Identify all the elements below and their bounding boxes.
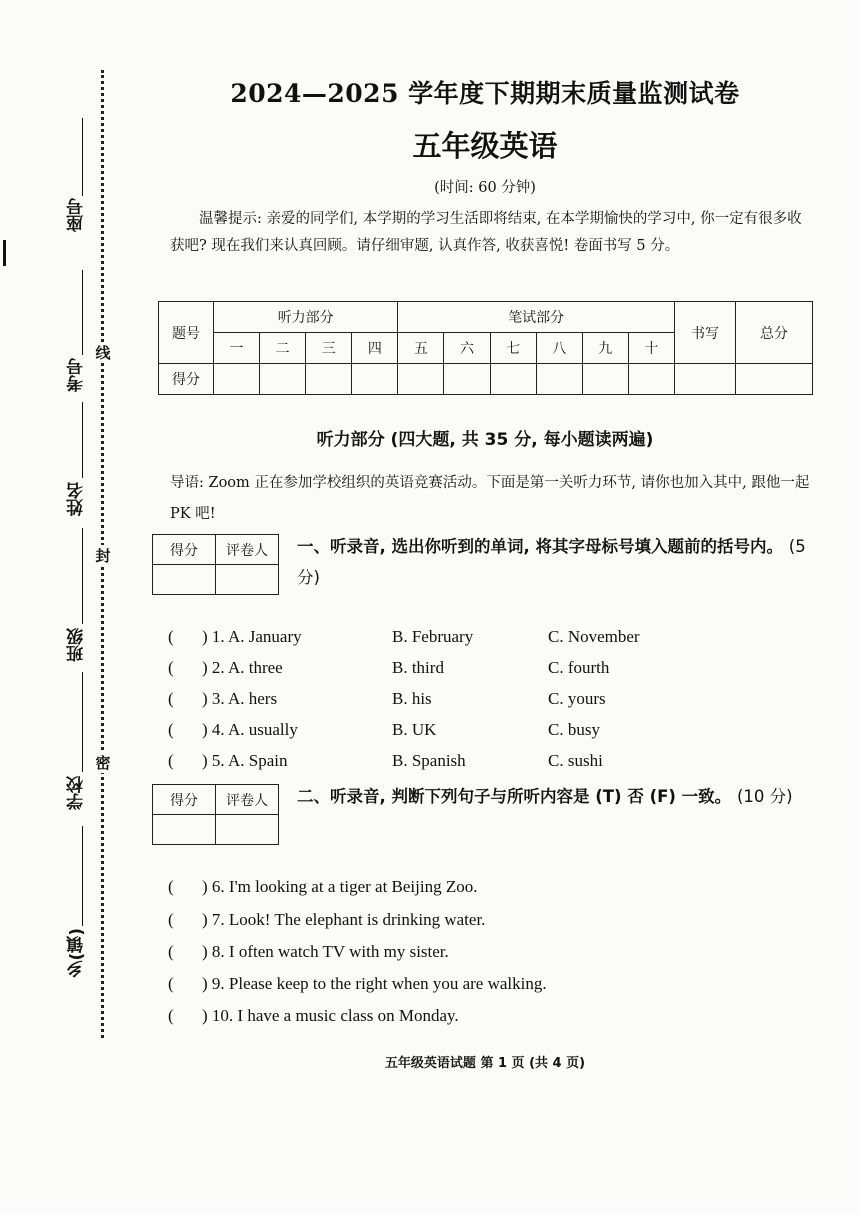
score-cell[interactable] (260, 364, 306, 395)
q5-option-a: ) 5. A. Spain (202, 751, 288, 770)
answer-paren: ( (168, 627, 174, 646)
q1-option-a: ) 1. A. January (202, 627, 302, 646)
grader-name-cell[interactable] (216, 815, 279, 845)
score-cell[interactable] (444, 364, 490, 395)
question-col-5: 五 (398, 333, 444, 364)
question-col-8: 八 (536, 333, 582, 364)
section1-grader-table (152, 534, 279, 595)
name-blank (82, 402, 83, 478)
score-cell[interactable] (398, 364, 444, 395)
grader-score-label: 得分 (153, 785, 216, 815)
exam-title: 2024—2025 学年度下期期末质量监测试卷 (230, 79, 740, 108)
school-label: 学校 (67, 776, 87, 810)
section1-points: (5 分) (297, 537, 806, 587)
score-cell[interactable] (306, 364, 352, 395)
exam-subject: 五年级英语 (412, 129, 558, 163)
question-number-header: 题号 (159, 302, 214, 364)
page-footer: 五年级英语试题 第 1 页 (共 4 页) (384, 1056, 586, 1071)
question-col-7: 七 (490, 333, 536, 364)
q6-statement: ) 6. I'm looking at a tiger at Beijing Zoo. (202, 877, 478, 896)
township-blank (82, 826, 83, 926)
score-cell[interactable] (736, 364, 813, 395)
grader-name-label: 评卷人 (216, 535, 279, 565)
q5-option-c: C. sushi (548, 751, 603, 770)
score-cell[interactable] (214, 364, 260, 395)
score-cell[interactable] (675, 364, 736, 395)
q3-option-c: C. yours (548, 689, 606, 708)
answer-paren: ( (168, 689, 174, 708)
class-blank (82, 528, 83, 624)
q4-option-c: C. busy (548, 720, 600, 739)
total-header: 总分 (736, 302, 813, 364)
township-label: 乡(镇) (67, 928, 87, 978)
score-cell[interactable] (490, 364, 536, 395)
time-note: (时间: 60 分钟) (434, 180, 536, 196)
seat-number-label: 座号 (67, 198, 87, 232)
listening-intro: 导语: Zoom 正在参加学校组织的英语竞赛活动。下面是第一关听力环节, 请你也加入其中, 跟他一起 PK 吧! (170, 475, 810, 522)
section1-instructions: 一、听录音, 选出你听到的单词, 将其字母标号填入题前的括号内。 (297, 537, 784, 556)
warm-tips: 温馨提示: 亲爱的同学们, 本学期的学习生活即将结束, 在本学期愉快的学习中, 你一定有很多收获吧? 现在我们来认真回顾。请仔细审题, 认真作答, 收获喜悦! 卷面书写 5 分。 (170, 211, 802, 254)
q2-option-c: C. fourth (548, 658, 610, 677)
question-col-1: 一 (214, 333, 260, 364)
grader-score-cell[interactable] (153, 815, 216, 845)
section2-grader-table (152, 784, 279, 845)
q3-option-a: ) 3. A. hers (202, 689, 278, 708)
answer-paren: ( (168, 942, 174, 961)
written-group-header: 笔试部分 (398, 302, 675, 333)
grader-score-cell[interactable] (153, 565, 216, 595)
score-cell[interactable] (628, 364, 674, 395)
seal-mark-seal: 封 (95, 547, 111, 565)
score-row-header: 得分 (159, 364, 214, 395)
name-label: 姓名 (67, 482, 87, 516)
grader-score-label: 得分 (153, 535, 216, 565)
question-col-4: 四 (352, 333, 398, 364)
q7-statement: ) 7. Look! The elephant is drinking water. (202, 910, 486, 929)
score-cell[interactable] (536, 364, 582, 395)
score-cell[interactable] (582, 364, 628, 395)
q4-option-b: B. UK (392, 720, 437, 739)
score-cell[interactable] (352, 364, 398, 395)
q3-option-b: B. his (392, 689, 432, 708)
question-col-3: 三 (306, 333, 352, 364)
answer-paren: ( (168, 974, 174, 993)
score-table (158, 301, 813, 395)
question-col-6: 六 (444, 333, 490, 364)
answer-paren: ( (168, 658, 174, 677)
answer-paren: ( (168, 1006, 174, 1025)
answer-paren: ( (168, 720, 174, 739)
q2-option-a: ) 2. A. three (202, 658, 283, 677)
class-label: 班级 (67, 628, 87, 662)
question-col-10: 十 (628, 333, 674, 364)
edge-mark (3, 240, 6, 266)
seal-mark-line: 线 (95, 344, 111, 362)
section1-title (297, 531, 809, 593)
q2-option-b: B. third (392, 658, 444, 677)
listening-section-header: 听力部分 (四大题, 共 35 分, 每小题读两遍) (316, 430, 654, 450)
writing-header: 书写 (675, 302, 736, 364)
answer-paren: ( (168, 751, 174, 770)
grader-name-label: 评卷人 (216, 785, 279, 815)
answer-paren: ( (168, 910, 174, 929)
question-col-9: 九 (582, 333, 628, 364)
q10-statement: ) 10. I have a music class on Monday. (202, 1006, 459, 1025)
q9-statement: ) 9. Please keep to the right when you are walking. (202, 974, 547, 993)
seat-number-blank (82, 118, 83, 196)
q4-option-a: ) 4. A. usually (202, 720, 298, 739)
exam-number-label: 考号 (67, 358, 87, 392)
listening-group-header: 听力部分 (214, 302, 398, 333)
grader-name-cell[interactable] (216, 565, 279, 595)
seal-mark-secret: 密 (95, 754, 111, 772)
q5-option-b: B. Spanish (392, 751, 466, 770)
section2-title (297, 781, 809, 812)
q1-option-b: B. February (392, 627, 474, 646)
exam-number-blank (82, 270, 83, 355)
question-col-2: 二 (260, 333, 306, 364)
school-blank (82, 672, 83, 772)
q1-option-c: C. November (548, 627, 640, 646)
answer-paren: ( (168, 877, 174, 896)
section2-instructions: 二、听录音, 判断下列句子与所听内容是 (T) 否 (F) 一致。 (297, 787, 732, 806)
q8-statement: ) 8. I often watch TV with my sister. (202, 942, 449, 961)
section2-points: (10 分) (736, 787, 793, 806)
